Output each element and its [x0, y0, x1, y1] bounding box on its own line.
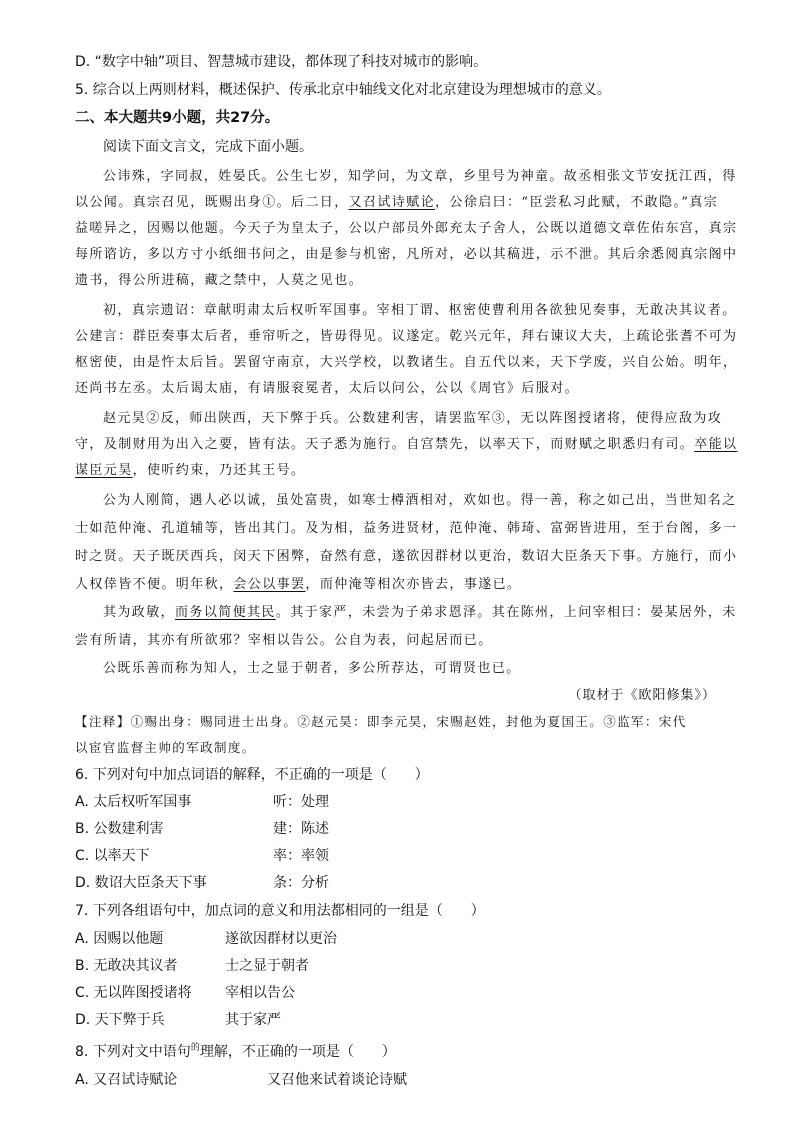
- passage-line: 益嗟异之，因赐以他题。今天子为皇太子，公以户部员外郎充太子舍人，公既以道德文章佐佑东宫，真宗: [75, 221, 738, 236]
- passage-line: 以公闻。真宗召见，既赐出身①。后二日，又召试诗赋论，公徐启曰：“臣尝私习此赋，不敢隐。”真宗: [75, 195, 719, 210]
- question-8: 8. 下列对文中语句$^的$理解，不正确的一项是（ ）: [75, 1043, 396, 1060]
- q7-option-a: A. 因赐以他题 遂欲因群材以更治: [75, 931, 337, 947]
- passage-line: 赵元昊②反，师出陕西，天下弊于兵。公数建利害，请罢监军③，无以阵图授诸将，使得应敌为攻: [103, 411, 723, 426]
- passage-line: 士如范仲淹、孔道辅等，皆出其门。及为相，益务进贤材，范仲淹、韩琦、富弼皆进用，至于台阁，多一: [75, 521, 738, 536]
- passage-line: 谋臣元昊，使听约束，乃还其王号。: [75, 463, 306, 478]
- q8-option-a: A. 又召试诗赋论 又召他来试着谈论诗赋: [75, 1072, 407, 1088]
- passage-line: 公为人刚简，遇人必以诚，虽处富贵，如寒士樽酒相对，欢如也。得一善，称之如己出，当世知名之: [103, 493, 737, 508]
- section-heading: 二、本大题共9小题，共27分。: [75, 110, 280, 126]
- passage-intro: 阅读下面文言文，完成下面小题。: [103, 139, 313, 155]
- passage-line: 枢密使，由是忤太后旨。罢留守南京，大兴学校，以教诸生。自五代以来，天下学废，兴自公始。明年，: [75, 355, 738, 370]
- passage-line: 公既乐善而称为知人，士之显于朝者，多公所荐达，可谓贤也已。: [103, 661, 521, 676]
- passage-line: 遗书，得公所进稿，藏之禁中，人莫之见也。: [75, 273, 364, 288]
- q6-option-a: A. 太后权听军国事 听：处理: [75, 794, 329, 810]
- passage-line: 初，真宗遗诏：章献明肃太后权听军国事。宰相丁谓、枢密使曹利用各欲独见奏事，无敢决其议者。: [103, 303, 737, 318]
- passage-line: 人权倖皆不便。明年秋，会公以事罢，而仲淹等相次亦皆去，事遂已。: [75, 577, 522, 592]
- q7-option-b: B. 无敢决其议者 士之显于朝者: [75, 958, 309, 974]
- underlined-phrase: 卒能以: [694, 437, 738, 452]
- q7-option-c: C. 无以阵图授诸将 宰相以告公: [75, 985, 295, 1001]
- passage-line: 公建言：群臣奏事太后者，垂帘听之，皆毋得见。议遂定。乾兴元年，拜右谏议大夫，上疏论张耆不可为: [75, 329, 738, 344]
- q6-option-d: D. 数诏大臣条天下事 条：分析: [75, 875, 329, 891]
- question-5: 5. 综合以上两则材料，概述保护、传承北京中轴线文化对北京建设为理想城市的意义。: [75, 82, 611, 98]
- underlined-phrase: 而务以简便其民: [175, 605, 276, 620]
- passage-line: 时之贤。天子既厌西兵，闵天下困弊，奋然有意，遂欲因群材以更治，数诏大臣条天下事。方施行，而小: [75, 549, 738, 564]
- passage-line: 还尚书左丞。太后谒太庙，有请服衮冕者，太后以问公，公以《周官》后服对。: [75, 381, 580, 396]
- q6-option-b: B. 公数建利害 建：陈述: [75, 821, 329, 837]
- q7-option-d: D. 天下弊于兵 其于家严: [75, 1012, 281, 1028]
- passage-source: （取材于《欧阳修集》）: [568, 688, 716, 703]
- passage-line: 守，及制财用为出入之要，皆有法。天子悉为施行。自宫禁先，以率天下，而财赋之职悉归有司。卒能以: [75, 437, 738, 452]
- q6-option-c: C. 以率天下 率：率领: [75, 848, 329, 864]
- question-6: 6. 下列对句中加点词语的解释，不正确的一项是（ ）: [75, 767, 429, 783]
- passage-line: 尝有所请，其亦有所欲邪？宰相以告公。公自为表，问起居而已。: [75, 633, 493, 648]
- passage-line: 每所谘访，多以方寸小纸细书问之，由是参与机密，凡所对，必以其稿进，示不泄。其后余悉阅真宗阁中: [75, 247, 738, 262]
- passage-line: 公讳殊，字同叔，姓晏氏。公生七岁，知学问，为文章，乡里号为神童。故丞相张文节安抚江西，得: [103, 169, 737, 184]
- question-7: 7. 下列各组语句中，加点词的意义和用法都相同的一组是（ ）: [75, 903, 485, 919]
- q4-option-d: D. “数字中轴”项目、智慧城市建设，都体现了科技对城市的影响。: [75, 54, 488, 70]
- underlined-phrase: 谋臣元昊: [75, 463, 133, 478]
- notes-line: 以宦官监督主帅的军政制度。: [75, 740, 256, 755]
- underlined-phrase: 又召试诗赋论: [348, 195, 436, 210]
- passage-line: 其为政敏，而务以简便其民。其于家严，未尝为子弟求恩泽。其在陈州，上问宰相曰：晏某居外，未: [103, 605, 737, 620]
- notes-line: 【注释】①赐出身：赐同进士出身。②赵元昊：即李元昊，宋赐赵姓，封他为夏国王。③监军：宋代: [75, 714, 687, 729]
- underlined-phrase: 会公以事罢: [233, 577, 306, 592]
